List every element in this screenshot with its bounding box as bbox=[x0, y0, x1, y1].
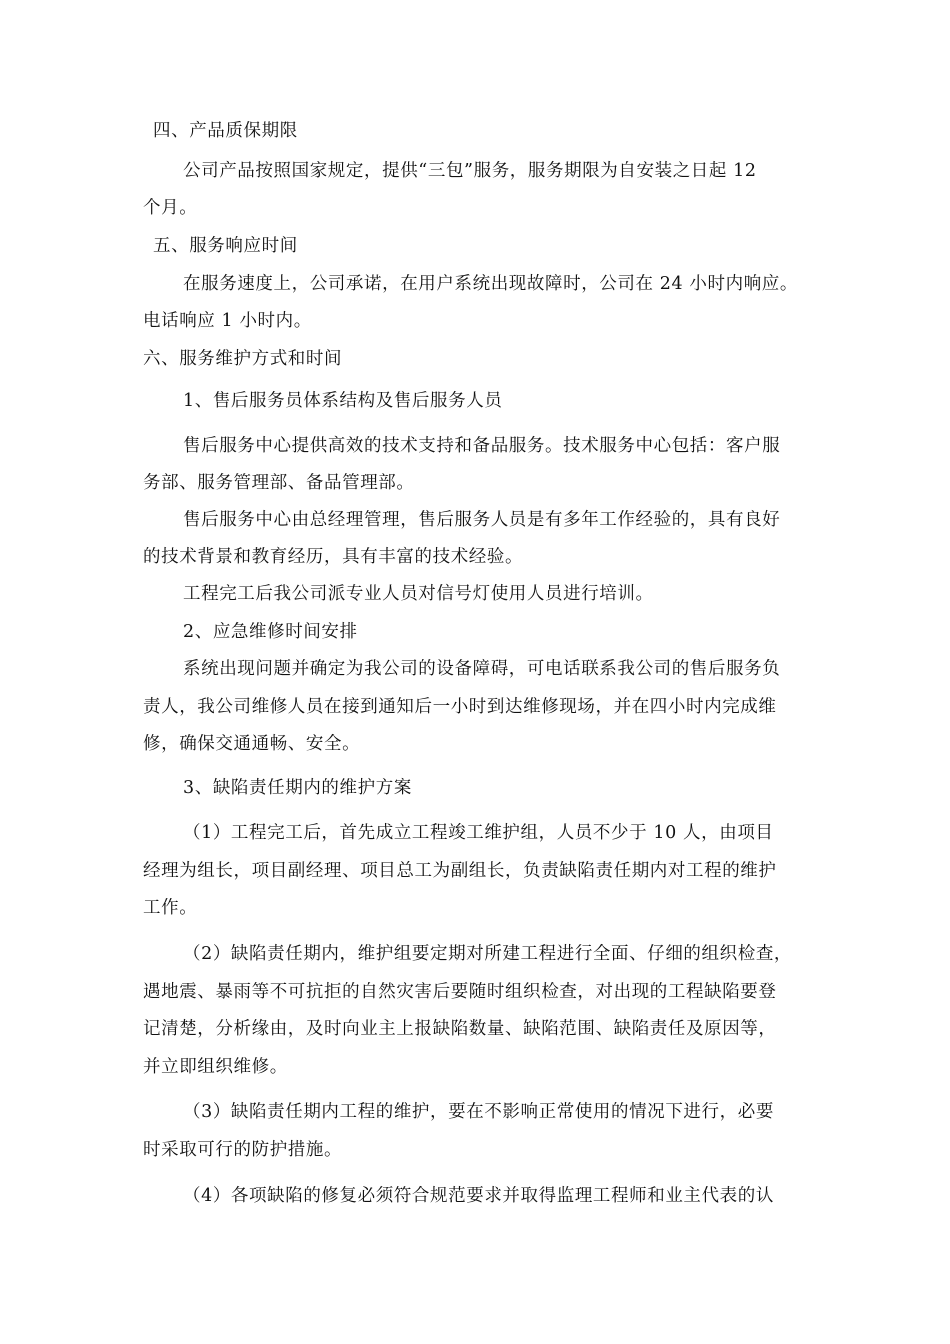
paragraph-line: 售后服务中心由总经理管理，售后服务人员是有多年工作经验的，具有良好 bbox=[183, 510, 781, 530]
section-heading-response: 五、服务响应时间 bbox=[153, 236, 298, 256]
paragraph-line: 个月。 bbox=[143, 198, 198, 218]
paragraph-line: （2）缺陷责任期内，维护组要定期对所建工程进行全面、仔细的组织检查， bbox=[183, 944, 793, 964]
subsection-heading: 3、缺陷责任期内的维护方案 bbox=[183, 778, 412, 798]
paragraph-line: 的技术背景和教育经历，具有丰富的技术经验。 bbox=[143, 547, 524, 567]
paragraph-line: 系统出现问题并确定为我公司的设备障碍，可电话联系我公司的售后服务负 bbox=[183, 659, 781, 679]
paragraph-line: 公司产品按照国家规定，提供“三包”服务，服务期限为自安装之日起 12 bbox=[183, 161, 757, 181]
paragraph-line: 经理为组长，项目副经理、项目总工为副组长，负责缺陷责任期内对工程的维护 bbox=[143, 861, 777, 881]
paragraph-line: 工作。 bbox=[143, 898, 198, 918]
subsection-heading: 1、售后服务员体系结构及售后服务人员 bbox=[183, 391, 503, 411]
paragraph-line: （4）各项缺陷的修复必须符合规范要求并取得监理工程师和业主代表的认 bbox=[183, 1186, 774, 1206]
paragraph-line: 工程完工后我公司派专业人员对信号灯使用人员进行培训。 bbox=[183, 584, 654, 604]
paragraph-line: 记清楚，分析缘由，及时向业主上报缺陷数量、缺陷范围、缺陷责任及原因等， bbox=[143, 1019, 777, 1039]
paragraph-line: 遇地震、暴雨等不可抗拒的自然灾害后要随时组织检查，对出现的工程缺陷要登 bbox=[143, 982, 777, 1002]
subsection-heading: 2、应急维修时间安排 bbox=[183, 622, 358, 642]
section-heading-maintenance: 六、服务维护方式和时间 bbox=[143, 349, 343, 369]
paragraph-line: 电话响应 1 小时内。 bbox=[143, 311, 312, 331]
paragraph-line: （1）工程完工后，首先成立工程竣工维护组，人员不少于 10 人，由项目 bbox=[183, 823, 774, 843]
paragraph-line: 售后服务中心提供高效的技术支持和备品服务。技术服务中心包括：客户服 bbox=[183, 436, 781, 456]
paragraph-line: 并立即组织维修。 bbox=[143, 1057, 288, 1077]
paragraph-line: 在服务速度上，公司承诺，在用户系统出现故障时，公司在 24 小时内响应。 bbox=[183, 274, 798, 294]
paragraph-line: （3）缺陷责任期内工程的维护，要在不影响正常使用的情况下进行，必要 bbox=[183, 1102, 774, 1122]
paragraph-line: 时采取可行的防护措施。 bbox=[143, 1140, 343, 1160]
paragraph-line: 责人，我公司维修人员在接到通知后一小时到达维修现场，并在四小时内完成维 bbox=[143, 697, 777, 717]
section-heading-warranty: 四、产品质保期限 bbox=[153, 121, 298, 141]
paragraph-line: 务部、服务管理部、备品管理部。 bbox=[143, 473, 415, 493]
paragraph-line: 修，确保交通通畅、安全。 bbox=[143, 734, 361, 754]
